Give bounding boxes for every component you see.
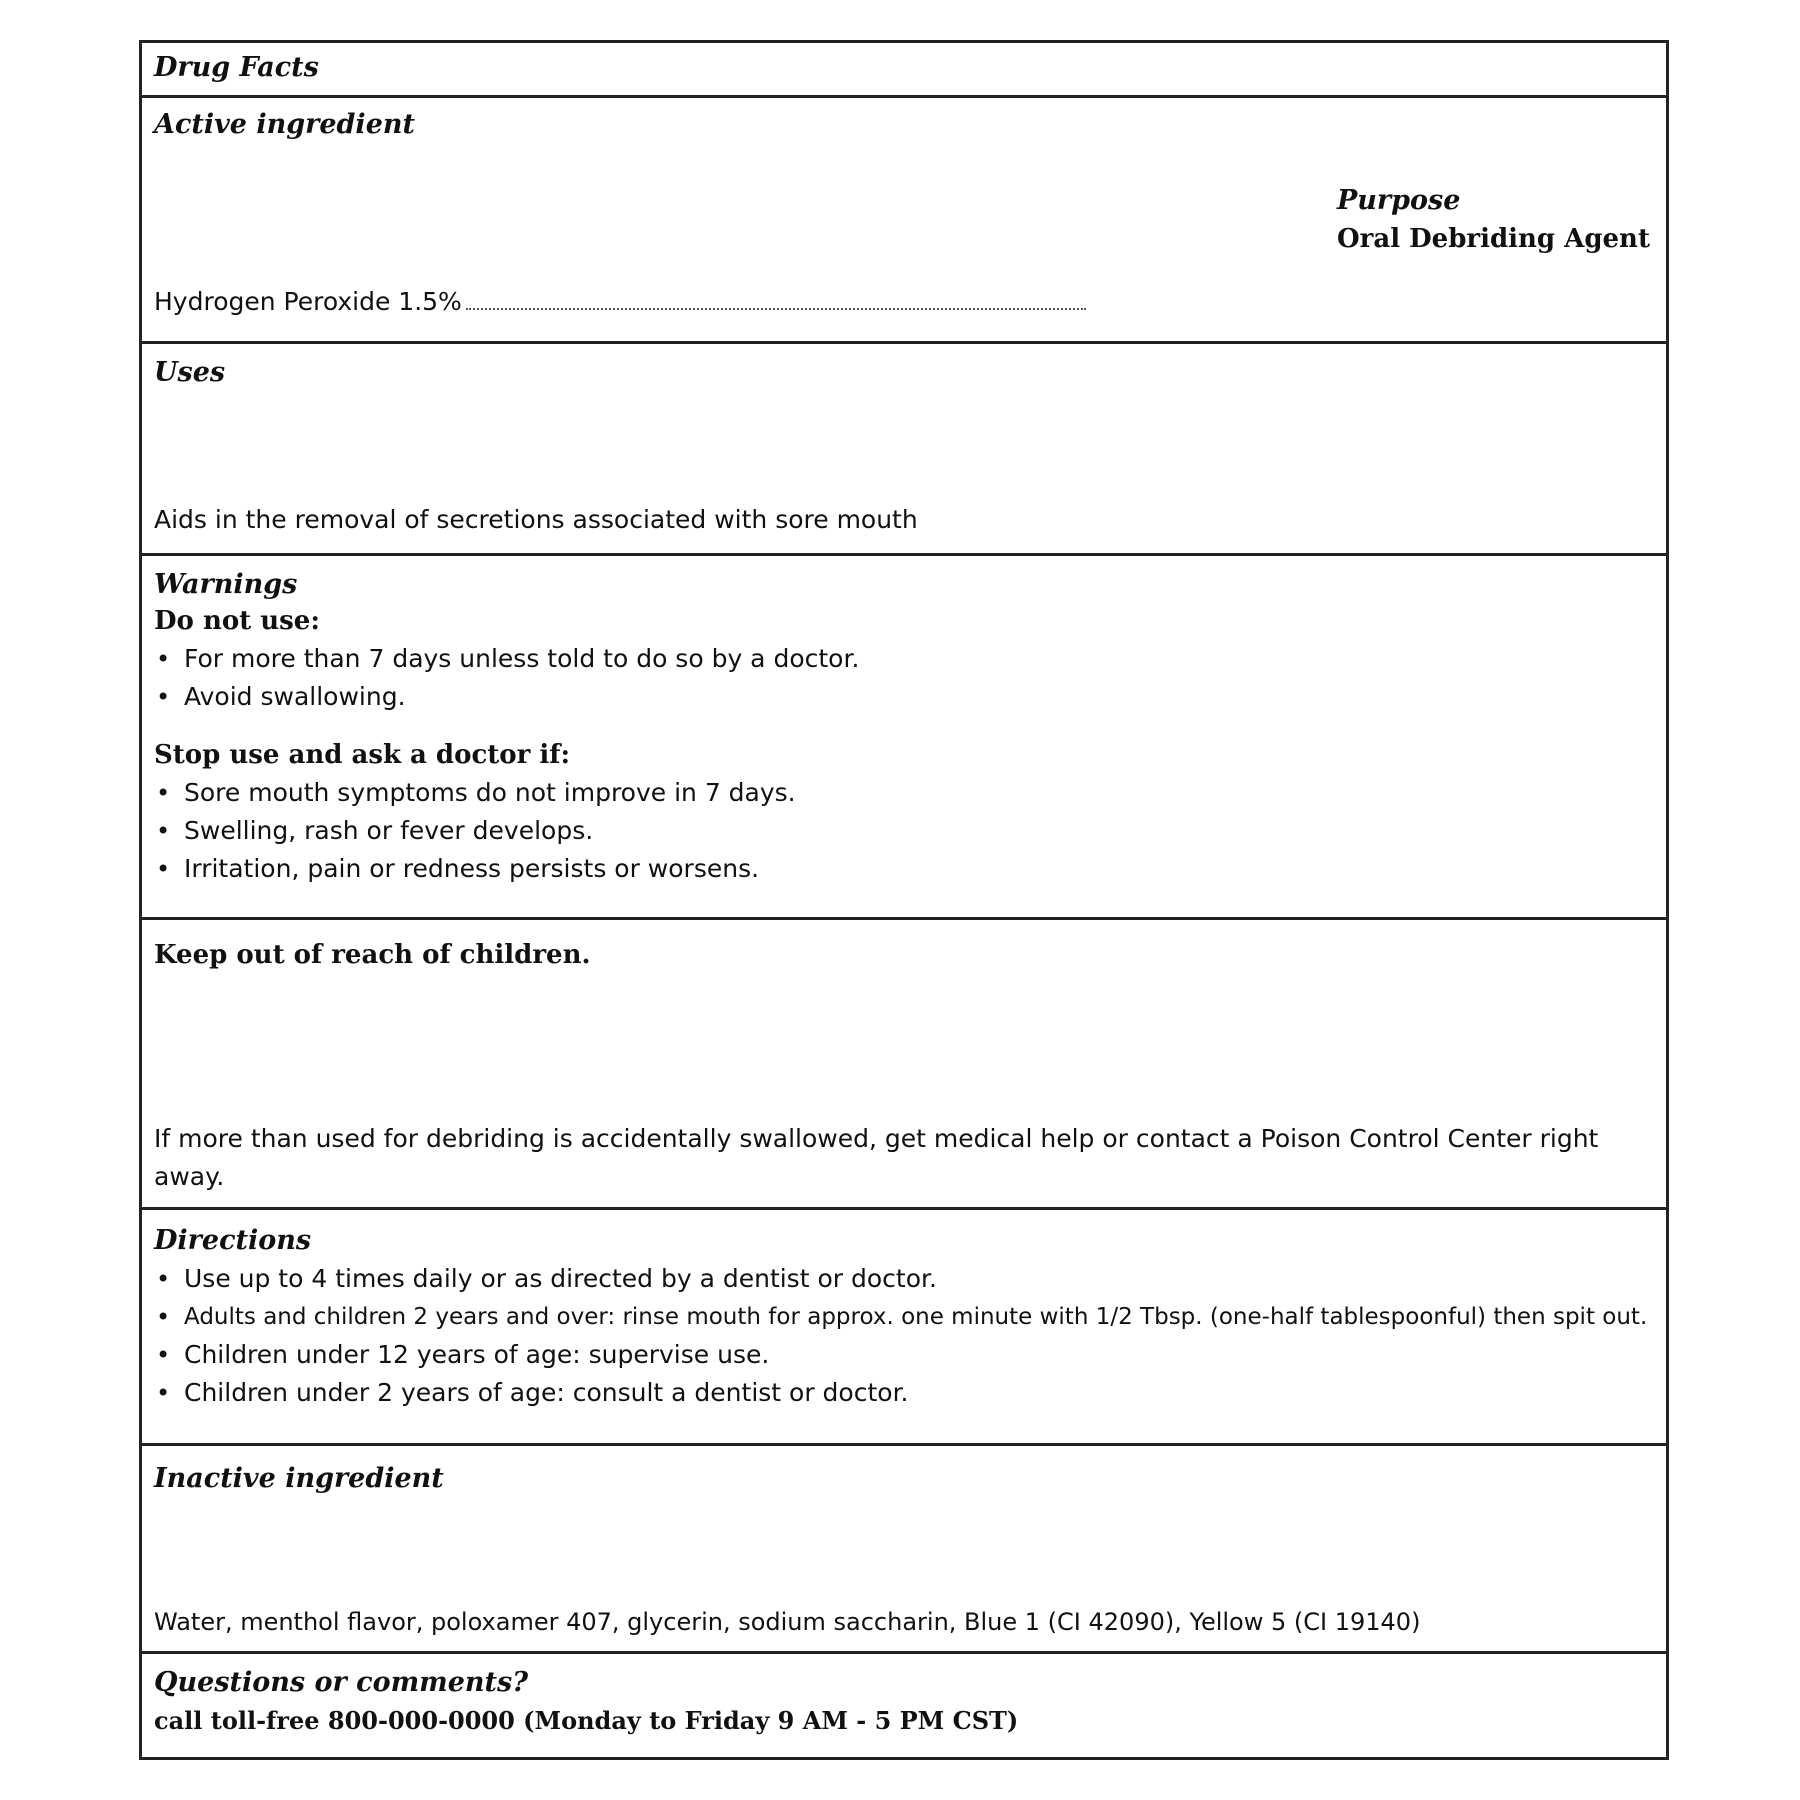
list-item: • Avoid swallowing.: [154, 678, 859, 716]
list-item: • Adults and children 2 years and over: rinse mouth for approx. one minute with 1/2 Tbsp. (one-half tablespoonful) then spit out.: [154, 1298, 1654, 1336]
list-item: • Use up to 4 times daily or as directed by a dentist or doctor.: [154, 1260, 1654, 1298]
stop-use-list: [154, 774, 796, 888]
active-ingredient-heading: Active ingredient: [154, 109, 415, 140]
list-item: • Children under 2 years of age: consult a dentist or doctor.: [154, 1374, 1654, 1412]
questions-text: call toll-free 800-000-0000 (Monday to Friday 9 AM - 5 PM CST): [154, 1706, 1019, 1735]
inactive-ingredient-text: Water, menthol flavor, poloxamer 407, glycerin, sodium saccharin, Blue 1 (CI 42090), Yellow 5 (CI 19140): [154, 1608, 1421, 1636]
keep-out-text: If more than used for debriding is accidentally swallowed, get medical help or contact a Poison Control Center right away.: [154, 1124, 1599, 1191]
purpose-heading: Purpose: [1337, 185, 1461, 216]
do-not-use-list: [154, 640, 859, 716]
do-not-use-heading: Do not use:: [154, 606, 320, 636]
purpose-value: Oral Debriding Agent: [1337, 224, 1650, 254]
keep-out-section: [142, 917, 1666, 1207]
list-item: • Children under 12 years of age: supervise use.: [154, 1336, 1654, 1374]
directions-list: [154, 1260, 1654, 1412]
uses-heading: Uses: [154, 357, 226, 388]
stop-use-heading: Stop use and ask a doctor if:: [154, 740, 571, 770]
directions-section: [142, 1207, 1666, 1443]
drug-facts-panel: [139, 40, 1669, 1760]
active-ingredient-line: [154, 286, 1086, 318]
list-item: • For more than 7 days unless told to do so by a doctor.: [154, 640, 859, 678]
inactive-ingredient-heading: Inactive ingredient: [154, 1463, 444, 1494]
list-item: • Irritation, pain or redness persists or worsens.: [154, 850, 796, 888]
drug-facts-title: Drug Facts: [154, 52, 319, 83]
directions-heading: Directions: [154, 1225, 312, 1256]
inactive-ingredient-section: [142, 1443, 1666, 1651]
list-item: • Swelling, rash or fever develops.: [154, 812, 796, 850]
active-ingredient-section: [142, 95, 1666, 341]
keep-out-heading: Keep out of reach of children.: [154, 940, 591, 970]
leader-dots: [466, 288, 1086, 310]
active-ingredient-value: Hydrogen Peroxide 1.5%: [154, 287, 462, 316]
list-item: • Sore mouth symptoms do not improve in 7 days.: [154, 774, 796, 812]
questions-heading: Questions or comments?: [154, 1667, 529, 1698]
questions-section: [142, 1651, 1666, 1757]
uses-text: Aids in the removal of secretions associated with sore mouth: [154, 505, 918, 534]
uses-section: [142, 341, 1666, 553]
warnings-heading: Warnings: [154, 569, 298, 600]
warnings-section: [142, 553, 1666, 917]
drug-facts-header-section: [142, 43, 1666, 95]
